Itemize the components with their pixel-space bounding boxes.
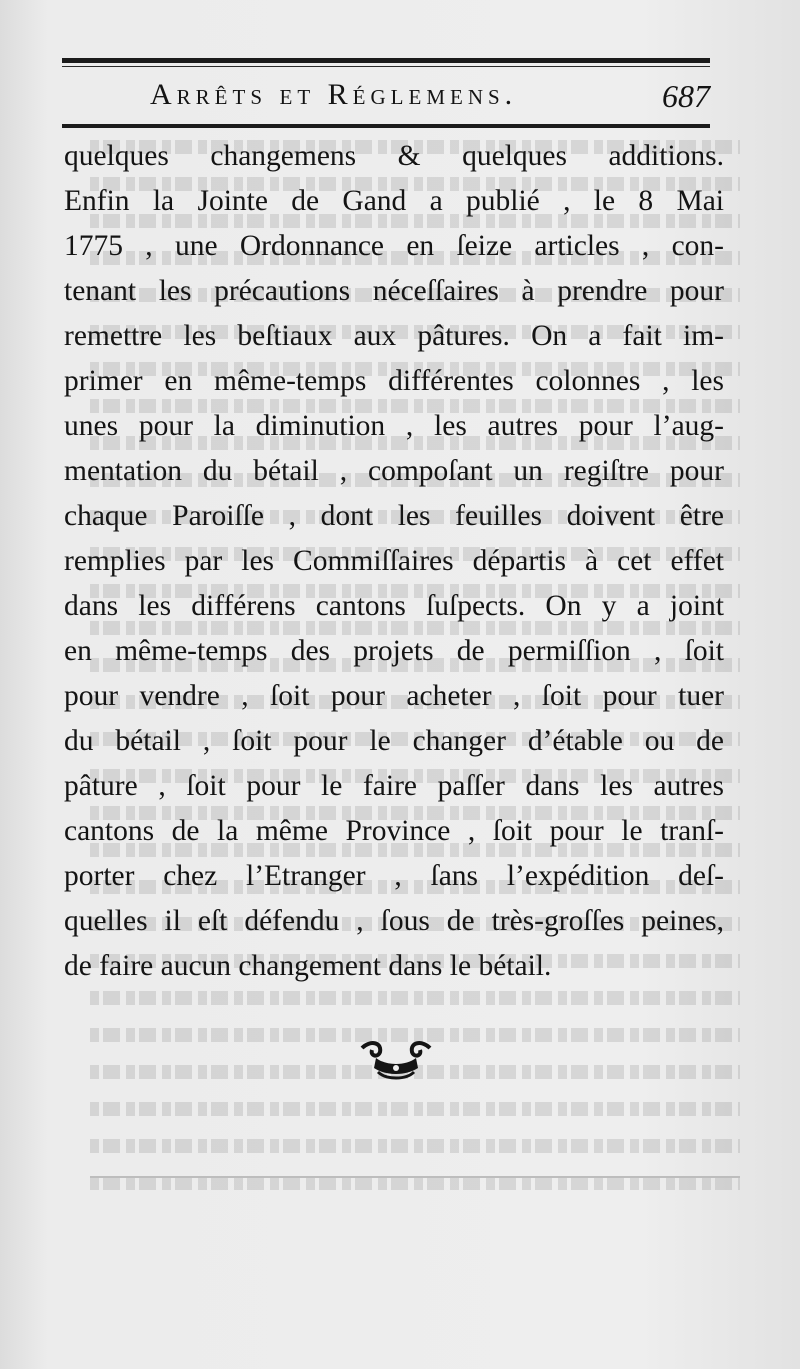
text-line-last: de faire aucun changement dans le bétail. — [64, 950, 552, 982]
text-line: remettre les beſtiaux aux pâtures. On a fait im- — [64, 320, 724, 352]
body-text — [64, 134, 724, 989]
header-rule — [62, 124, 710, 128]
text-line: tenant les précautions néceſſaires à prendre pour — [64, 275, 724, 307]
running-title: Arrêts et Réglemens. — [150, 78, 518, 111]
text-line: pour vendre , ſoit pour acheter , ſoit pour tuer — [64, 680, 724, 712]
text-line: du bétail , ſoit pour le changer d’étable ou de — [64, 725, 724, 757]
text-line: pâture , ſoit pour le faire paſſer dans les autres — [64, 770, 724, 802]
tailpiece-ornament-icon — [356, 1038, 436, 1084]
text-line: dans les différens cantons ſuſpects. On y a joint — [64, 590, 724, 622]
text-line: primer en même-temps différentes colonnes , les — [64, 365, 724, 397]
running-head — [62, 72, 710, 120]
text-line: cantons de la même Province , ſoit pour le tranſ- — [64, 815, 724, 847]
show-through-rule — [90, 1176, 740, 1178]
text-line: quelques changemens & quelques additions. — [64, 140, 724, 172]
text-line: unes pour la diminution , les autres pour l’aug- — [64, 410, 724, 442]
text-line: 1775 , une Ordonnance en ſeize articles , con- — [64, 230, 724, 262]
page-number: 687 — [662, 78, 710, 114]
top-rule-thin — [62, 66, 710, 67]
text-line: porter chez l’Etranger , ſans l’expédition deſ- — [64, 860, 724, 892]
text-line: mentation du bétail , compoſant un regiſtre pour — [64, 455, 724, 487]
text-line: en même-temps des projets de permiſſion , ſoit — [64, 635, 724, 667]
text-line: chaque Paroiſſe , dont les feuilles doivent être — [64, 500, 724, 532]
text-line: remplies par les Commiſſaires départis à cet effet — [64, 545, 724, 577]
text-line: Enfin la Jointe de Gand a publié , le 8 Mai — [64, 185, 724, 217]
top-rule-thick — [62, 58, 710, 63]
text-line: quelles il eſt défendu , ſous de très-groſſes peines, — [64, 905, 724, 937]
